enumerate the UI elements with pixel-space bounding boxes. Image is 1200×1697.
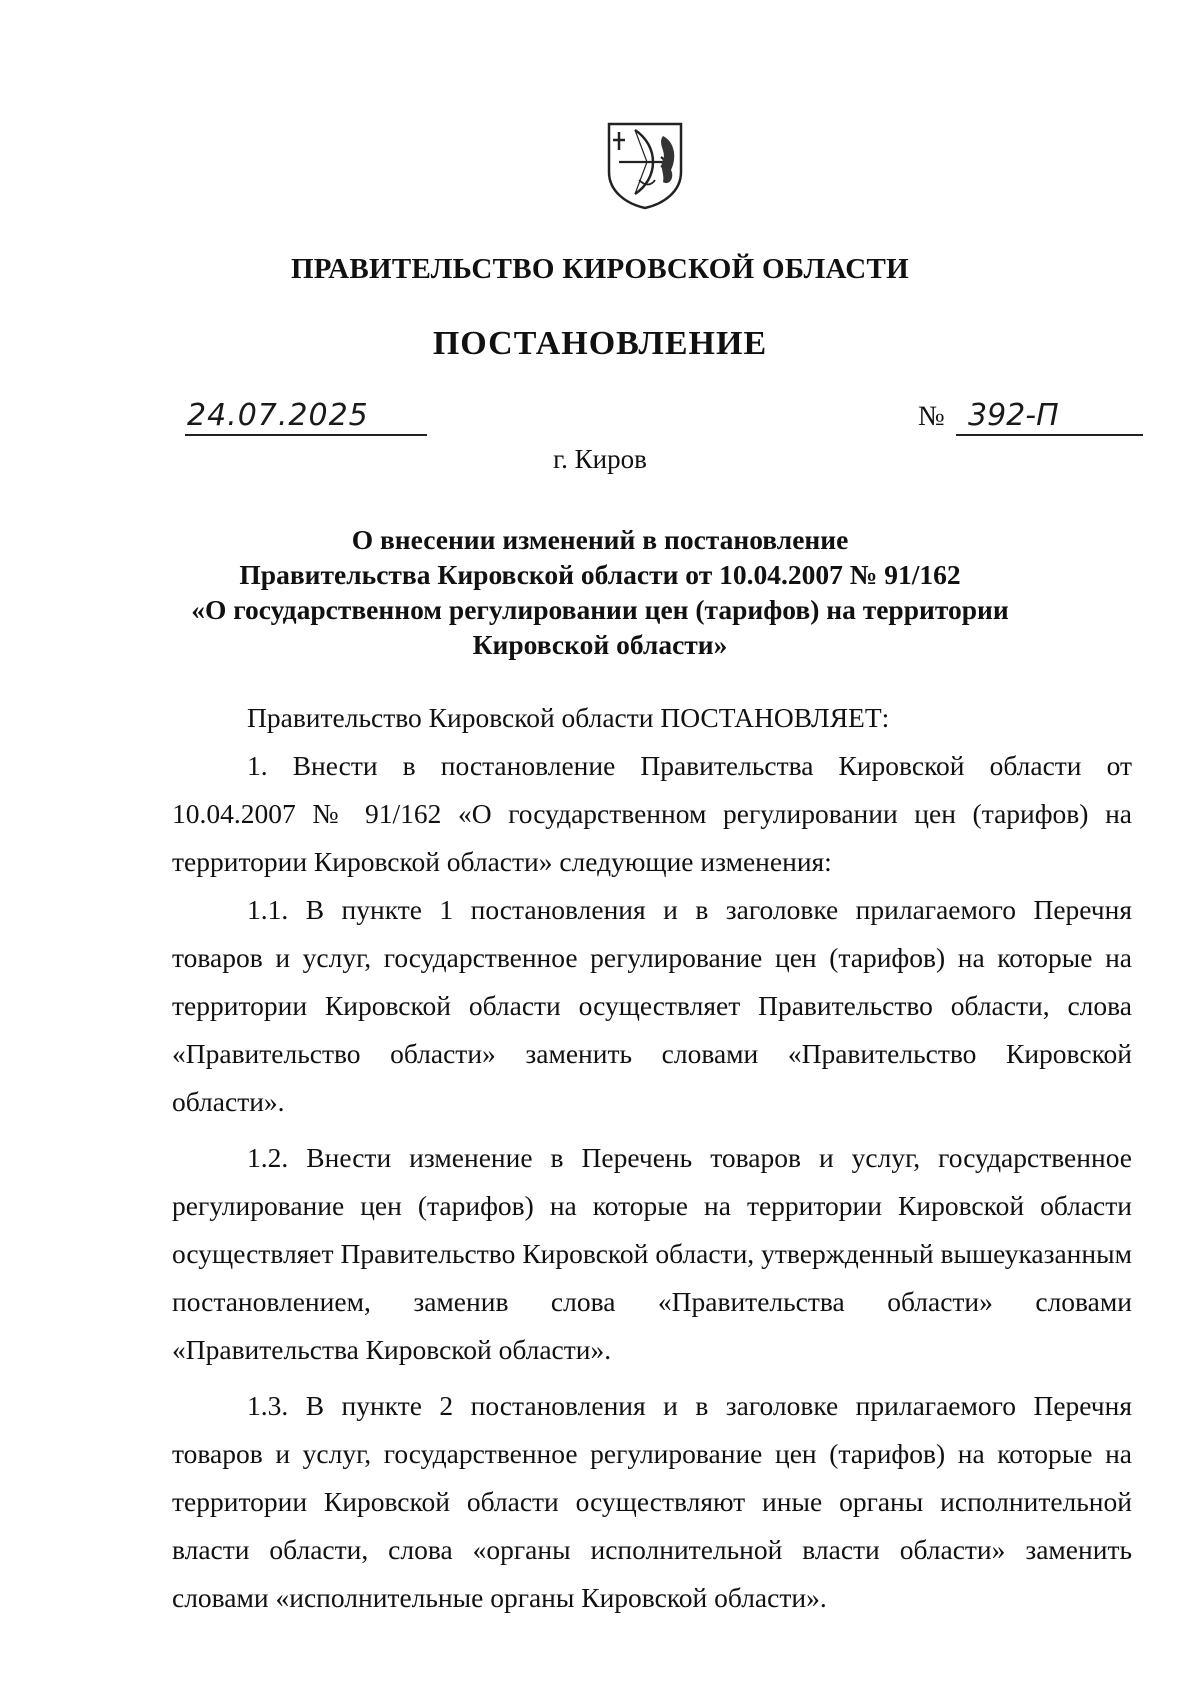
document-date: 24.07.2025: [185, 398, 427, 436]
document-subject: [150, 522, 1050, 662]
subject-line: О внесении изменений в постановление: [351, 524, 849, 555]
subject-line: Кировской области»: [472, 629, 728, 660]
body-paragraph-item-1-2: 1.2. Внести изменение в Перечень товаров и услуг, государственное регулирование цен (тарифов) на которые на территории Кировской области осуществляет Правительство Кировской области, утвержденный вышеуказанным постановлением, заменив слова «Правительства области» словами «Правительства Кировской области».: [172, 1142, 1132, 1365]
subject-line: «О государственном регулировании цен (тарифов) на территории: [191, 594, 1009, 625]
subject-line: Правительства Кировской области от 10.04.2007 № 91/162: [239, 559, 961, 590]
body-paragraph-item-1-1: 1.1. В пункте 1 постановления и в заголовке прилагаемого Перечня товаров и услуг, государственное регулирование цен (тарифов) на которые на территории Кировской области осуществляет Правительство области, слова «Правительство области» заменить словами «Правительство Кировской области».: [172, 894, 1132, 1117]
body-paragraph-item-1: 1. Внести в постановление Правительства Кировской области от 10.04.2007 № 91/162 «О государственном регулировании цен (тарифов) на территории Кировской области» следующие изменения:: [172, 750, 1132, 877]
organization-title: ПРАВИТЕЛЬСТВО КИРОВСКОЙ ОБЛАСТИ: [290, 253, 910, 285]
document-city: г. Киров: [553, 444, 647, 474]
document-type-title: ПОСТАНОВЛЕНИЕ: [432, 325, 768, 362]
document-number-label: №: [918, 401, 945, 432]
document-body: [172, 694, 1132, 1622]
body-paragraph-item-1-3: 1.3. В пункте 2 постановления и в заголовке прилагаемого Перечня товаров и услуг, государственное регулирование цен (тарифов) на которые на территории Кировской области осуществляют иные органы исполнительной власти области, слова «органы исполнительной власти области» заменить словами «исполнительные органы Кировской области».: [172, 1390, 1132, 1613]
body-paragraph-preamble: Правительство Кировской области ПОСТАНОВЛЯЕТ:: [247, 702, 890, 733]
kirov-oblast-coat-of-arms-icon: [605, 120, 685, 210]
document-number: 392-П: [956, 398, 1143, 436]
